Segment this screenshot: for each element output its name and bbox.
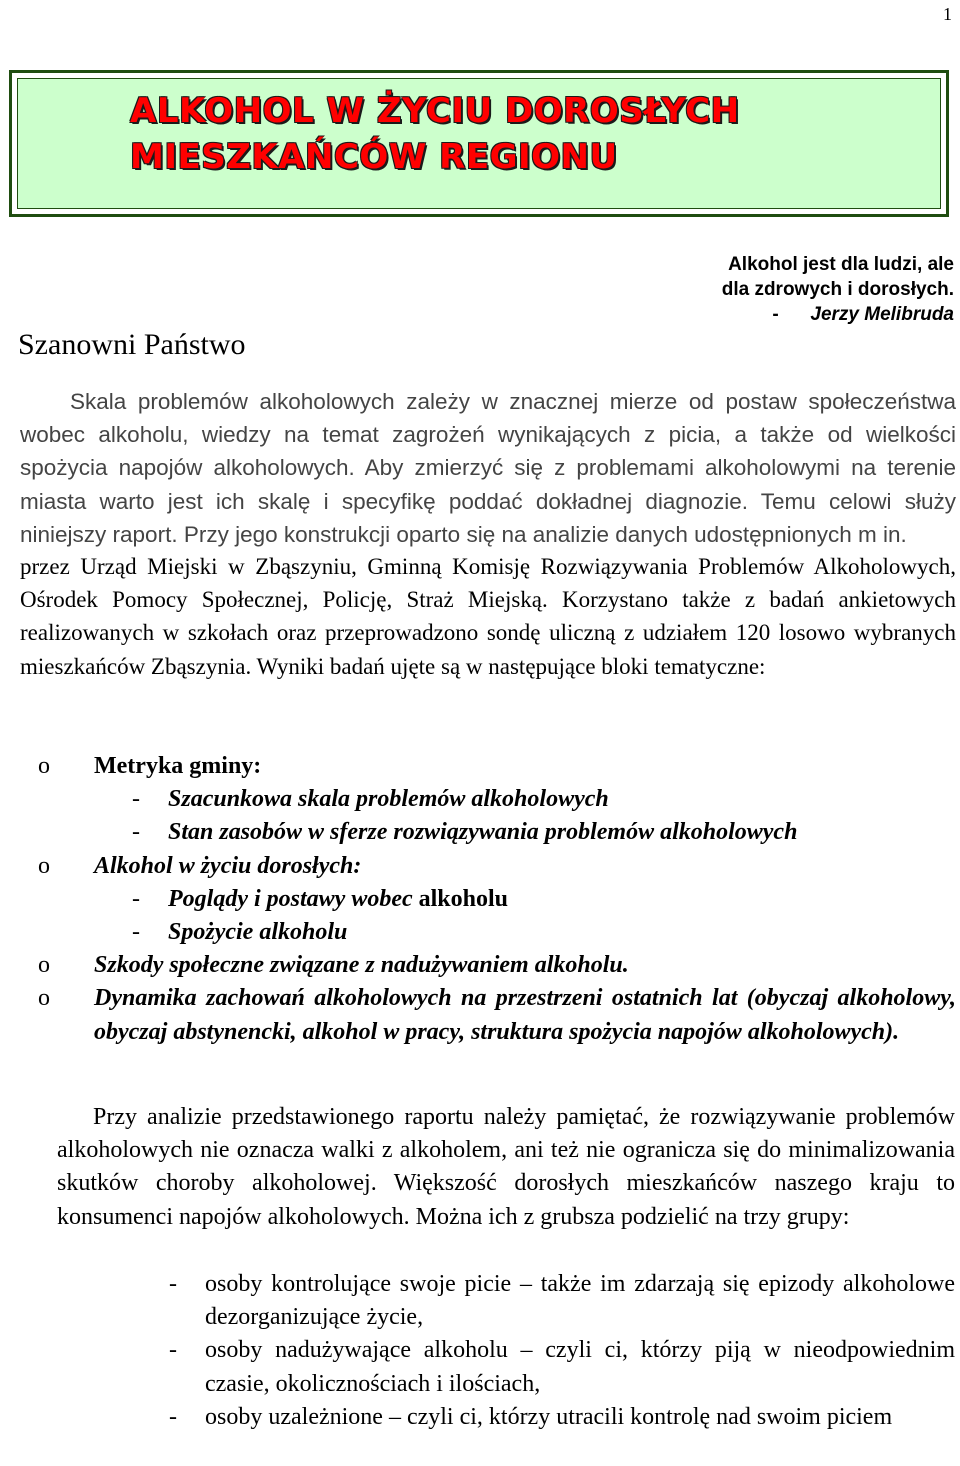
block-alkohol: [20, 850, 956, 883]
block-item: [20, 783, 956, 816]
dash: -: [169, 1337, 177, 1364]
list-item: [57, 1401, 955, 1434]
thematic-blocks: [20, 750, 956, 1049]
dash: -: [132, 786, 140, 813]
block-item-text: Poglądy i postawy wobec: [168, 885, 413, 912]
block-item-text: Szacunkowa skala problemów alkoholowych: [168, 786, 609, 813]
page-number: 1: [943, 4, 952, 24]
document-title-line-2: MIESZKAŃCÓW REGIONU: [130, 136, 618, 177]
title-banner: [9, 70, 949, 217]
epigraph-author: Jerzy Melibruda: [810, 304, 954, 325]
block-dynamika: [20, 982, 956, 1048]
list-item: [57, 1268, 955, 1334]
block-item-text: Spożycie alkoholu: [168, 919, 348, 946]
intro-paragraph: Skala problemów alkoholowych zależy w znacznej mierze od postaw społeczeństwa wobec alkoholu, wiedzy na temat zagrożeń wynikających z picia, a także od wielkości spożycia napojów alkoholowych. Aby zmierzyć się z problemami alkoholowymi na terenie miasta warto jest ich skalę i specyfikę poddać dokładnej diagnozie. Temu celowi służy niniejszy raport. Przy jego konstrukcji oparto się na analizie danych udostępnionych m in.: [20, 389, 956, 547]
dash: -: [132, 819, 140, 846]
intro-continuation: przez Urząd Miejski w Zbąszyniu, Gminną Komisję Rozwiązywania Problemów Alkoholowych, Ośrodek Pomocy Społecznej, Policję, Straż Miejską. Korzystano także z badań ankietowych realizowanych w szkołach oraz przeprowadzono sondę uliczną z udziałem 120 losowo wybranych mieszkańców Zbąszynia. Wyniki badań ujęte są w następujące bloki tematyczne:: [20, 554, 956, 679]
block-title: Szkody społeczne związane z nadużywaniem alkoholu.: [94, 952, 629, 979]
list-item-text: osoby kontrolujące swoje picie – także im zdarzają się epizody alkoholowe dezorganizujące życie,: [205, 1271, 955, 1331]
block-title: Dynamika zachowań alkoholowych na przestrzeni ostatnich lat (obyczaj alkoholowy, obyczaj abstynencki, alkohol w pracy, struktura spożycia napojów alkoholowych).: [94, 985, 956, 1045]
epigraph-author-line: [722, 302, 954, 327]
block-item: [20, 816, 956, 849]
dash: -: [132, 919, 140, 946]
dash: -: [132, 885, 140, 912]
block-item: [20, 883, 956, 916]
dash: -: [169, 1271, 177, 1297]
bullet: o: [38, 952, 50, 979]
epigraph: [722, 252, 954, 327]
epigraph-line-1: Alkohol jest dla ludzi, ale: [728, 254, 954, 275]
block-title: Alkohol w życiu dorosłych:: [94, 852, 362, 879]
dash: -: [169, 1403, 177, 1430]
list-item-text: osoby uzależnione – czyli ci, którzy utracili kontrolę nad swoim piciem: [205, 1403, 893, 1430]
block-title: Metryka gminy:: [94, 753, 262, 779]
block-szkody: [20, 949, 956, 982]
analysis-paragraph: Przy analizie przedstawionego raportu należy pamiętać, że rozwiązywanie problemów alkoholowych nie oznacza walki z alkoholem, ani też nie ogranicza się do minimalizowania skutków choroby alkoholowej. Większość dorosłych mieszkańców naszego kraju to konsumenci napojów alkoholowych. Można ich z grubsza podzielić na trzy grupy:: [57, 1104, 955, 1230]
list-item-text: osoby nadużywające alkoholu – czyli ci, którzy piją w nieodpowiednim czasie, okolicznościach i ilościach,: [205, 1337, 955, 1397]
block-item-text: Stan zasobów w sferze rozwiązywania problemów alkoholowych: [168, 819, 798, 846]
greeting: Szanowni Państwo: [18, 328, 246, 361]
epigraph-dash: -: [772, 304, 779, 325]
block-item-text-plain: alkoholu: [418, 885, 509, 912]
block-item: [20, 916, 956, 949]
epigraph-line-2: dla zdrowych i dorosłych.: [721, 279, 954, 300]
title-banner-inner: [17, 78, 941, 209]
bullet: o: [38, 753, 50, 779]
bullet: o: [38, 852, 50, 879]
list-item: [57, 1334, 955, 1400]
block-metryka: [20, 750, 956, 783]
document-title-line-1: ALKOHOL W ŻYCIU DOROSŁYCH: [130, 90, 740, 131]
bullet: o: [38, 985, 50, 1012]
drinker-groups-list: [57, 1268, 955, 1434]
